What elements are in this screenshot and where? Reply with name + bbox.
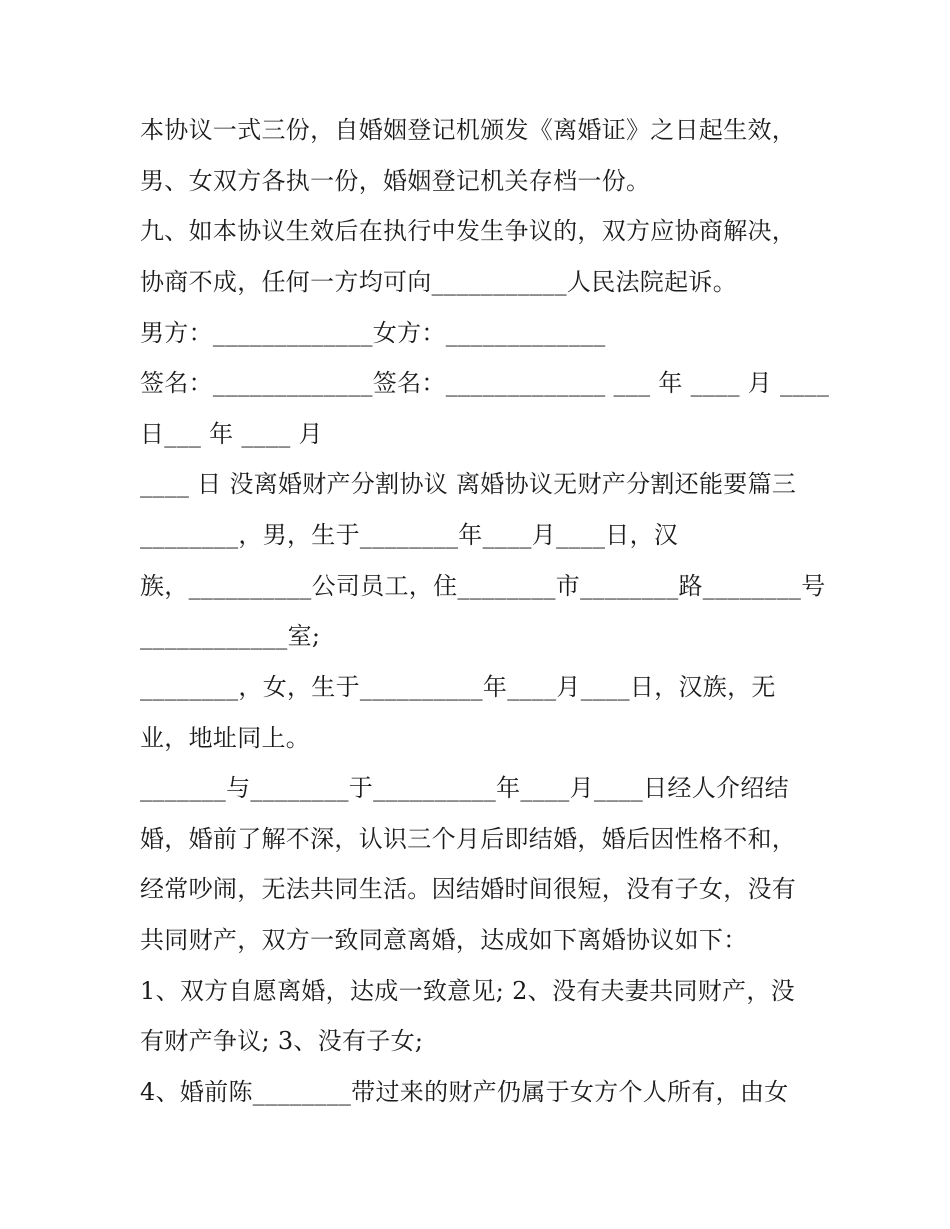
text-line: 经常吵闹，无法共同生活。因结婚时间很短，没有子女，没有 xyxy=(140,875,797,903)
text-line: 男、女双方各执一份，婚姻登记机关存档一份。 xyxy=(140,167,651,195)
text-line: 日___ 年 ____ 月 xyxy=(140,420,323,448)
text-line: _______与________于__________年____月____日经人介绍结 xyxy=(140,774,789,802)
text-line: 共同财产，双方一致同意离婚，达成如下离婚协议如下： xyxy=(140,926,748,954)
text-line: ____________室; xyxy=(140,622,321,650)
text-line: 协商不成，任何一方均可向___________人民法院起诉。 xyxy=(140,268,737,296)
text-line: 1、双方自愿离婚，达成一致意见; 2、没有夫妻共同财产，没 xyxy=(140,977,795,1005)
text-line: 4、婚前陈________带过来的财产仍属于女方个人所有，由女 xyxy=(140,1078,789,1106)
signature-line-signatures: 签名：_____________签名：_____________ ___ 年 ____ 月 ____ xyxy=(140,369,830,397)
section-title: ____ 日 没离婚财产分割协议 离婚协议无财产分割还能要篇三 xyxy=(140,470,797,498)
text-line: 九、如本协议生效后在执行中发生争议的，双方应协商解决， xyxy=(140,217,797,245)
text-line: 婚，婚前了解不深，认识三个月后即结婚，婚后因性格不和， xyxy=(140,825,797,853)
text-line: ________，男，生于________年____月____日，汉 xyxy=(140,521,679,549)
text-line: ________，女，生于__________年____月____日，汉族，无 xyxy=(140,673,776,701)
text-line: 本协议一式三份，自婚姻登记机颁发《离婚证》之日起生效， xyxy=(140,116,797,144)
text-line: 族，__________公司员工，住________市________路________号 xyxy=(140,572,826,600)
text-line: 业，地址同上。 xyxy=(140,724,311,752)
text-line: 有财产争议; 3、没有子女; xyxy=(140,1027,424,1055)
signature-line-names: 男方：_____________女方：_____________ xyxy=(140,319,606,347)
